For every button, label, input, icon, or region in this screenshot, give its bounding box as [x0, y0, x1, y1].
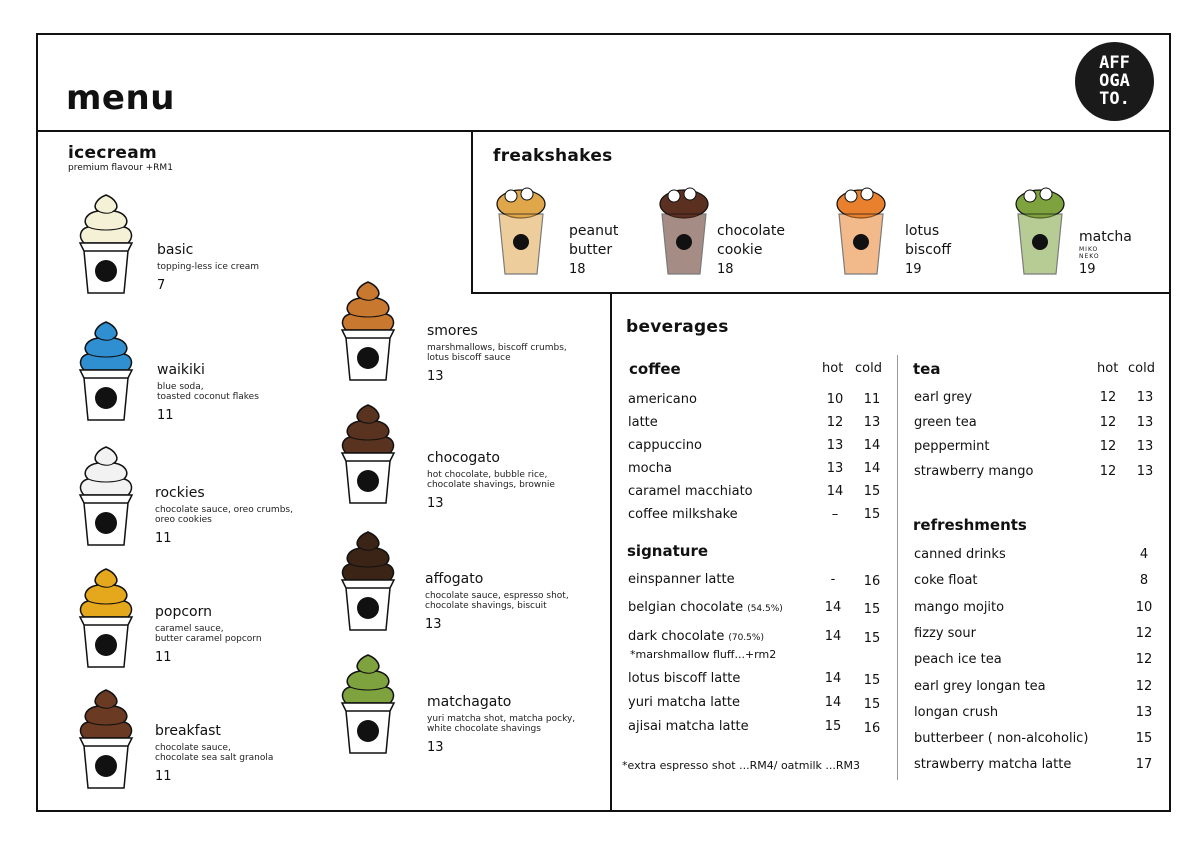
beverage-divider: [610, 292, 612, 812]
signature-item: [628, 572, 735, 587]
freakshake-illustration: [833, 182, 889, 278]
signature-item-extra: (70.5%): [728, 633, 764, 643]
freakshake-illustration: [493, 182, 549, 278]
coffee-hot-price: –: [831, 507, 839, 522]
tea-cold-price: 13: [1136, 439, 1154, 454]
signature-hot-price: 14: [824, 629, 842, 644]
tea-item: green tea: [914, 414, 977, 430]
freakshake-brand: MIKO NEKO: [1079, 246, 1100, 260]
tea-hot-price: 12: [1099, 414, 1117, 430]
icecream-desc: blue soda,: [157, 382, 204, 392]
icecream-illustration: [338, 653, 398, 758]
refreshment-price: 12: [1135, 625, 1153, 641]
icecream-price: 11: [157, 408, 174, 423]
icecream-name: breakfast: [155, 723, 221, 739]
coffee-item: cappuccino: [628, 438, 702, 453]
coffee-item: americano: [628, 392, 697, 407]
signature-cold-price: 15: [863, 602, 881, 617]
signature-item-name: yuri matcha latte: [628, 695, 741, 710]
icecream-illustration: [76, 567, 136, 672]
coffee-hot-price: 14: [826, 484, 844, 499]
icecream-illustration: [76, 445, 136, 550]
icecream-note: premium flavour +RM1: [68, 163, 173, 173]
refreshment-item: mango mojito: [914, 599, 1005, 615]
refreshment-item: coke float: [914, 573, 978, 589]
icecream-illustration: [76, 193, 136, 298]
freakshake-price: 18: [717, 262, 734, 277]
refreshment-item: butterbeer ( non-alcoholic): [914, 731, 1089, 747]
refreshment-price: 15: [1135, 731, 1153, 747]
icecream-desc: yuri matcha shot, matcha pocky,: [427, 714, 576, 724]
refreshment-item: longan crush: [914, 704, 999, 720]
coffee-hot-price: 10: [826, 392, 844, 407]
icecream-price: 11: [155, 531, 172, 546]
icecream-illustration: [338, 530, 398, 635]
icecream-price: 7: [157, 278, 166, 293]
signature-cold-price: 15: [863, 631, 881, 646]
refreshments-heading: refreshments: [913, 516, 1027, 534]
signature-cold-price: 16: [863, 574, 881, 589]
freakshake-name: biscoff: [905, 242, 951, 258]
icecream-price: 13: [427, 740, 444, 755]
signature-hot-price: 14: [824, 671, 842, 686]
icecream-illustration: [338, 280, 398, 385]
page-title: menu: [66, 78, 175, 118]
icecream-illustration: [338, 403, 398, 508]
icecream-name: popcorn: [155, 604, 212, 620]
tea-cold-price: 13: [1136, 390, 1154, 405]
freakshake-price: 18: [569, 262, 586, 277]
coffee-item: mocha: [628, 461, 672, 476]
icecream-price: 13: [427, 496, 444, 511]
icecream-illustration: [76, 320, 136, 425]
icecream-desc: chocolate shavings, brownie: [427, 480, 555, 490]
freakshake-name: matcha: [1079, 229, 1132, 245]
freakshake-illustration: [656, 182, 712, 278]
freakshake-name: chocolate: [717, 223, 785, 239]
tea-item: peppermint: [914, 439, 990, 454]
coffee-cold-price: 15: [863, 484, 881, 499]
tea-cold-price: 13: [1136, 463, 1154, 479]
icecream-desc: butter caramel popcorn: [155, 634, 262, 644]
affogato-logo: [1075, 42, 1154, 121]
icecream-desc: toasted coconut flakes: [157, 392, 259, 402]
signature-item-name: dark chocolate: [628, 629, 725, 644]
coffee-cold-price: 11: [863, 392, 881, 407]
tea-item: strawberry mango: [914, 463, 1034, 479]
icecream-desc: lotus biscoff sauce: [427, 353, 511, 363]
refreshment-price: 13: [1135, 704, 1153, 720]
freakshake-name: peanut: [569, 223, 619, 239]
refreshment-item: canned drinks: [914, 547, 1006, 562]
tea-cold-price: 13: [1136, 414, 1154, 430]
coffee-cold-price: 14: [863, 438, 881, 453]
tea-hot-price: 12: [1099, 390, 1117, 405]
freakshake-divider: [471, 292, 1171, 294]
freakshake-name: butter: [569, 242, 613, 258]
signature-heading: signature: [627, 542, 709, 560]
icecream-name: smores: [427, 323, 478, 339]
coffee-cold-price: 15: [863, 507, 881, 522]
icecream-price: 11: [155, 769, 172, 784]
tea-hot-price: 12: [1099, 439, 1117, 454]
icecream-desc: chocolate sauce, espresso shot,: [425, 591, 569, 601]
icecream-desc: chocolate sea salt granola: [155, 753, 274, 763]
freakshake-name: cookie: [717, 242, 763, 258]
signature-item-name: einspanner latte: [628, 572, 735, 587]
refreshment-price: 12: [1135, 678, 1153, 694]
icecream-divider: [471, 130, 473, 294]
icecream-desc: chocolate sauce, oreo crumbs,: [155, 505, 293, 515]
tea-heading: tea: [913, 360, 941, 378]
signature-item-name: belgian chocolate: [628, 600, 744, 615]
icecream-heading: icecream: [68, 143, 158, 163]
icecream-desc: white chocolate shavings: [427, 724, 541, 734]
signature-hot-price: 14: [824, 600, 842, 615]
refreshment-item: earl grey longan tea: [914, 678, 1046, 694]
tea-hot-label: hot: [1097, 361, 1119, 376]
signature-item: [628, 629, 764, 644]
beverages-heading: beverages: [626, 317, 729, 337]
coffee-hot-price: 13: [826, 438, 844, 453]
icecream-illustration: [76, 688, 136, 793]
icecream-name: rockies: [155, 485, 205, 501]
logo-line: OGA: [1099, 71, 1130, 91]
marshmallow-note: *marshmallow fluff...+rm2: [630, 648, 777, 661]
signature-item: [628, 671, 740, 686]
freakshake-name: lotus: [905, 223, 940, 239]
icecream-desc: marshmallows, biscoff crumbs,: [427, 343, 567, 353]
header-divider: [36, 130, 1171, 132]
signature-cold-price: 15: [863, 697, 881, 712]
refreshment-item: strawberry matcha latte: [914, 757, 1072, 773]
signature-cold-price: 15: [863, 673, 881, 688]
icecream-name: affogato: [425, 571, 484, 587]
signature-hot-price: 14: [824, 695, 842, 710]
tea-item: earl grey: [914, 390, 973, 405]
refreshment-price: 12: [1135, 652, 1153, 668]
icecream-price: 13: [427, 369, 444, 384]
icecream-price: 11: [155, 650, 172, 665]
signature-hot-price: -: [830, 572, 836, 587]
signature-item: [628, 719, 749, 734]
icecream-desc: hot chocolate, bubble rice,: [427, 470, 548, 480]
logo-line: AFF: [1099, 53, 1130, 73]
signature-cold-price: 16: [863, 721, 881, 736]
icecream-name: chocogato: [427, 450, 500, 466]
icecream-desc: chocolate shavings, biscuit: [425, 601, 547, 611]
signature-hot-price: 15: [824, 719, 842, 734]
coffee-cold-price: 14: [863, 461, 881, 476]
icecream-name: waikiki: [157, 362, 205, 378]
coffee-hot-label: hot: [822, 361, 844, 376]
coffee-cold-price: 13: [863, 415, 881, 430]
coffee-hot-price: 12: [826, 415, 844, 430]
coffee-hot-price: 13: [826, 461, 844, 476]
beverage-footnote: *extra espresso shot ...RM4/ oatmilk ...RM3: [622, 759, 861, 772]
refreshment-item: fizzy sour: [914, 625, 976, 641]
coffee-heading: coffee: [629, 360, 681, 378]
icecream-desc: topping-less ice cream: [157, 262, 260, 272]
freakshake-illustration: [1012, 182, 1068, 278]
tea-hot-price: 12: [1099, 463, 1117, 479]
refreshment-price: 8: [1139, 573, 1149, 589]
freakshake-price: 19: [1079, 262, 1096, 277]
freakshake-price: 19: [905, 262, 922, 277]
coffee-item: coffee milkshake: [628, 507, 738, 522]
icecream-name: matchagato: [427, 694, 512, 710]
refreshment-price: 10: [1135, 599, 1153, 615]
signature-item: [628, 600, 783, 615]
icecream-desc: oreo cookies: [155, 515, 212, 525]
coffee-cold-label: cold: [855, 361, 882, 376]
coffee-tea-divider: [897, 355, 898, 780]
refreshment-price: 17: [1135, 757, 1153, 773]
tea-cold-label: cold: [1128, 361, 1155, 376]
logo-line: TO.: [1099, 89, 1130, 109]
signature-item-name: ajisai matcha latte: [628, 719, 749, 734]
icecream-price: 13: [425, 617, 442, 632]
signature-item-name: lotus biscoff latte: [628, 671, 741, 686]
signature-item: [628, 695, 740, 710]
icecream-desc: caramel sauce,: [155, 624, 224, 634]
refreshment-item: peach ice tea: [914, 652, 1002, 668]
coffee-item: latte: [628, 415, 658, 430]
coffee-item: caramel macchiato: [628, 484, 753, 499]
signature-item-extra: (54.5%): [747, 604, 783, 614]
icecream-name: basic: [157, 242, 194, 258]
refreshment-price: 4: [1139, 547, 1149, 562]
icecream-desc: chocolate sauce,: [155, 743, 231, 753]
freakshakes-heading: freakshakes: [493, 146, 613, 166]
